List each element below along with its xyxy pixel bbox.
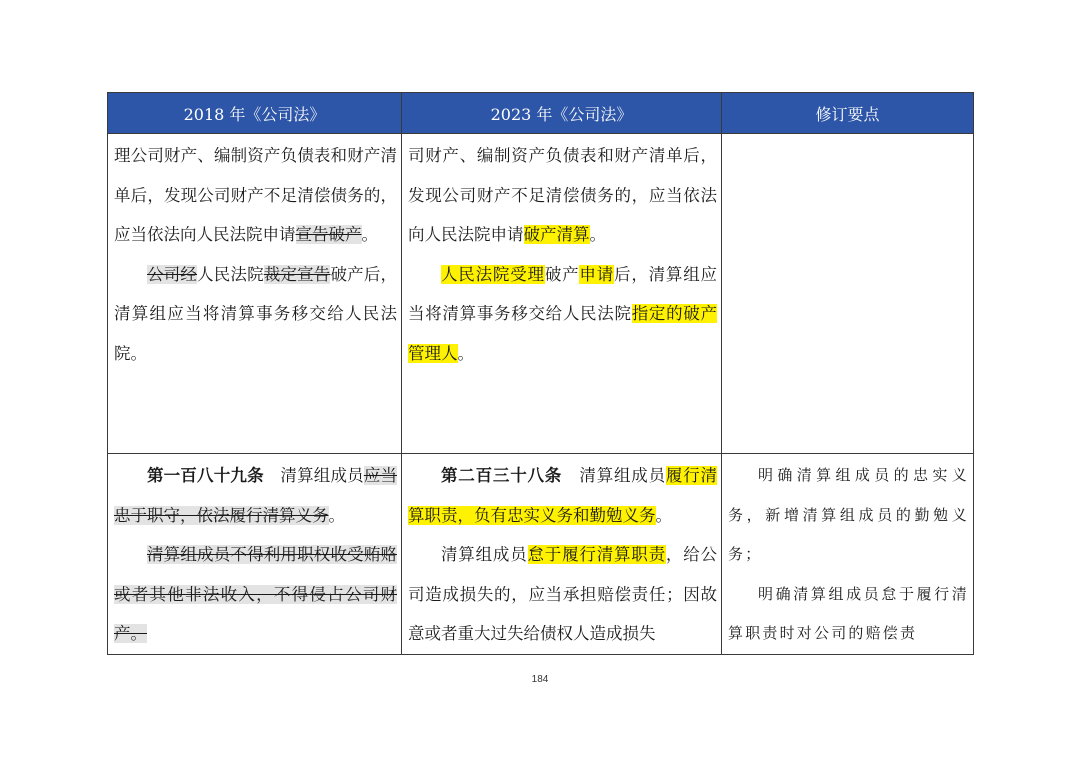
table-row [108,454,974,655]
paragraph: 第一百八十九条 清算组成员应当忠于职守，依法履行清算义务。 [114,466,398,525]
revision-note: 明确清算组成员怠于履行清算职责时对公司的赔偿责 [728,584,969,642]
deleted-text: 公司经 [147,264,198,284]
highlighted-text: 履行清算职责，负有忠实义务和勤勉义务 [408,466,718,525]
paragraph: 人民法院受理破产申请后，清算组应当将清算事务移交给人民法院指定的破产管理人。 [408,264,718,363]
article-number: 第一百八十九条 [147,466,264,485]
table-row [108,134,974,454]
cell-revision-points [722,454,974,655]
deleted-text: 清算组成员不得利用职权收受贿赂或者其他非法收入，不得侵占公司财产。 [114,545,397,643]
highlighted-text: 怠于履行清算职责 [527,545,666,564]
highlighted-text: 破产清算 [523,225,590,244]
cell-2023 [402,134,722,454]
deleted-text: 应当忠于职守，依法履行清算义务 [114,466,398,525]
header-revision-points: 修订要点 [722,93,974,134]
paragraph: 公司经人民法院裁定宣告破产后，清算组应当将清算事务移交给人民法院。 [114,264,398,363]
paragraph [114,535,397,654]
highlighted-text: 申请 [579,264,615,284]
article-number: 第二百三十八条 [441,466,563,485]
paragraph: 清算组成员怠于履行清算职责，给公司造成损失的，应当承担赔偿责任；因故意或者重大过失给债权人造成损失 [408,545,718,643]
highlighted-text: 人民法院受理 [441,264,545,284]
paragraph: 第二百三十八条 清算组成员履行清算职责，负有忠实义务和勤勉义务。 [408,466,718,525]
header-2023: 2023 年《公司法》 [402,93,722,134]
cell-2018 [108,134,402,454]
deleted-text: 裁定宣告 [263,264,331,284]
revision-note: 明确清算组成员的忠实义务，新增清算组成员的勤勉义务； [728,466,969,563]
paragraph: 司财产、编制资产负债表和财产清单后，发现公司财产不足清偿债务的，应当依法向人民法院申请破产清算。 [408,146,717,244]
comparison-table [107,92,974,655]
cell-2023 [402,454,722,655]
header-row [108,93,974,134]
deleted-text: 宣告破产 [295,225,362,244]
header-2018: 2018 年《公司法》 [108,93,402,134]
paragraph: 理公司财产、编制资产负债表和财产清单后，发现公司财产不足清偿债务的，应当依法向人民法院申请宣告破产。 [114,146,397,244]
cell-revision-points [722,134,974,454]
page-number: 184 [531,674,549,685]
cell-2018 [108,454,402,655]
highlighted-text: 指定的破产管理人 [408,304,718,363]
